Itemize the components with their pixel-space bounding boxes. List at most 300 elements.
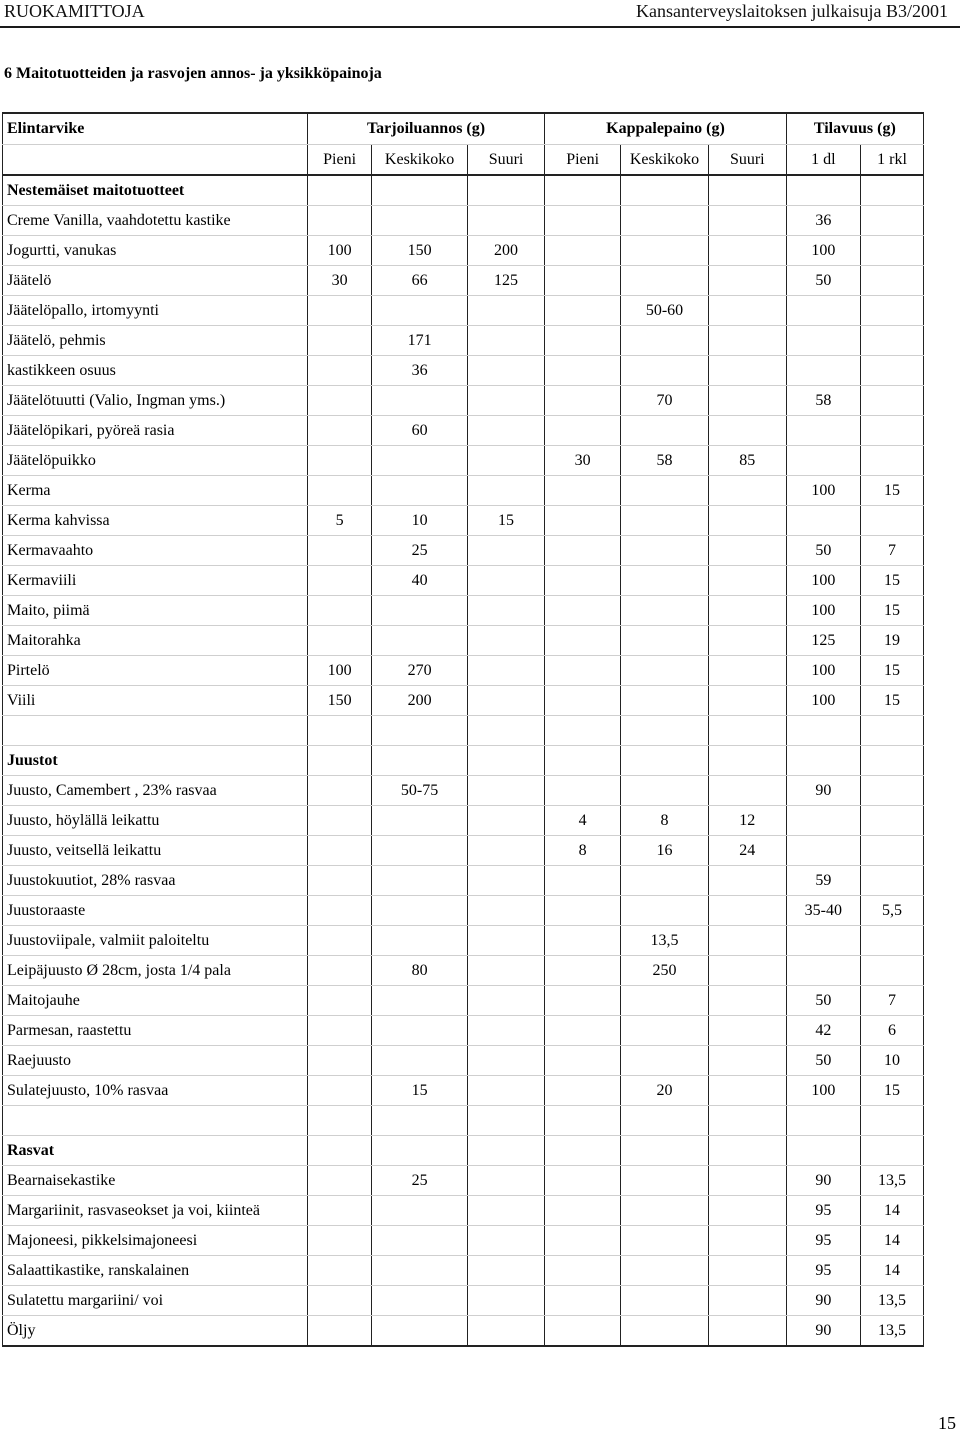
value-cell — [372, 446, 467, 476]
value-cell — [467, 656, 545, 686]
value-cell: 36 — [786, 206, 860, 236]
value-cell — [620, 566, 708, 596]
value-cell — [307, 386, 372, 416]
value-cell: 95 — [786, 1226, 860, 1256]
value-cell: 24 — [708, 836, 786, 866]
value-cell — [307, 1016, 372, 1046]
value-cell — [620, 326, 708, 356]
value-cell — [545, 506, 621, 536]
value-cell — [708, 1046, 786, 1076]
value-cell — [372, 476, 467, 506]
value-cell: 95 — [786, 1256, 860, 1286]
value-cell — [786, 746, 860, 776]
value-cell — [786, 1136, 860, 1166]
table-row — [3, 1136, 924, 1166]
table-row — [3, 1166, 924, 1196]
value-cell — [708, 476, 786, 506]
value-cell: 50-60 — [620, 296, 708, 326]
value-cell — [620, 596, 708, 626]
table-row — [3, 236, 924, 266]
value-cell — [307, 1136, 372, 1166]
item-name: Sulatettu margariini/ voi — [3, 1286, 308, 1316]
value-cell: 13,5 — [861, 1316, 924, 1347]
item-name: Viili — [3, 686, 308, 716]
value-cell: 50 — [786, 266, 860, 296]
value-cell — [708, 1166, 786, 1196]
value-cell: 8 — [545, 836, 621, 866]
value-cell: 200 — [372, 686, 467, 716]
value-cell — [467, 1226, 545, 1256]
value-cell — [861, 266, 924, 296]
value-cell — [307, 296, 372, 326]
value-cell — [708, 206, 786, 236]
value-cell: 50-75 — [372, 776, 467, 806]
value-cell — [307, 206, 372, 236]
value-cell — [545, 986, 621, 1016]
item-name: Kermaviili — [3, 566, 308, 596]
value-cell: 40 — [372, 566, 467, 596]
subheader-unit-large: Suuri — [708, 145, 786, 176]
value-cell — [708, 266, 786, 296]
table-row — [3, 446, 924, 476]
value-cell — [307, 806, 372, 836]
table-row — [3, 536, 924, 566]
value-cell — [545, 1136, 621, 1166]
value-cell: 100 — [786, 596, 860, 626]
value-cell: 70 — [620, 386, 708, 416]
value-cell — [708, 656, 786, 686]
value-cell — [861, 716, 924, 746]
value-cell — [620, 175, 708, 206]
table-row — [3, 175, 924, 206]
value-cell: 125 — [467, 266, 545, 296]
value-cell — [620, 236, 708, 266]
item-name — [3, 1106, 308, 1136]
value-cell: 15 — [861, 686, 924, 716]
value-cell — [545, 656, 621, 686]
value-cell — [467, 926, 545, 956]
item-name: Kerma kahvissa — [3, 506, 308, 536]
value-cell — [372, 626, 467, 656]
item-name: Parmesan, raastettu — [3, 1016, 308, 1046]
value-cell — [307, 956, 372, 986]
table-row — [3, 1046, 924, 1076]
item-name: Raejuusto — [3, 1046, 308, 1076]
table-row — [3, 326, 924, 356]
value-cell — [545, 236, 621, 266]
value-cell — [620, 776, 708, 806]
value-cell — [467, 446, 545, 476]
value-cell — [545, 206, 621, 236]
value-cell: 5,5 — [861, 896, 924, 926]
value-cell: 58 — [620, 446, 708, 476]
table-row — [3, 596, 924, 626]
value-cell — [708, 956, 786, 986]
item-name: Salaattikastike, ranskalainen — [3, 1256, 308, 1286]
value-cell — [372, 926, 467, 956]
value-cell — [307, 1316, 372, 1347]
item-name: Jäätelö, pehmis — [3, 326, 308, 356]
value-cell — [861, 175, 924, 206]
item-name: Juusto, höylällä leikattu — [3, 806, 308, 836]
table-row — [3, 296, 924, 326]
value-cell — [372, 986, 467, 1016]
value-cell — [372, 866, 467, 896]
table-row — [3, 266, 924, 296]
value-cell — [372, 296, 467, 326]
value-cell — [467, 566, 545, 596]
value-cell — [545, 866, 621, 896]
table-row — [3, 566, 924, 596]
table-row — [3, 1226, 924, 1256]
value-cell: 15 — [861, 1076, 924, 1106]
value-cell — [708, 386, 786, 416]
value-cell: 100 — [307, 656, 372, 686]
page-header — [0, 0, 960, 28]
value-cell: 125 — [786, 626, 860, 656]
value-cell — [861, 446, 924, 476]
item-name: kastikkeen osuus — [3, 356, 308, 386]
value-cell — [861, 206, 924, 236]
value-cell — [545, 326, 621, 356]
item-name: Juustokuutiot, 28% rasvaa — [3, 866, 308, 896]
value-cell: 50 — [786, 1046, 860, 1076]
table-row — [3, 386, 924, 416]
subheader-serving-large: Suuri — [467, 145, 545, 176]
table-group-header-row — [3, 113, 924, 145]
value-cell — [708, 686, 786, 716]
value-cell — [307, 1046, 372, 1076]
value-cell — [786, 836, 860, 866]
value-cell: 66 — [372, 266, 467, 296]
subheader-serving-medium: Keskikoko — [372, 145, 467, 176]
value-cell: 171 — [372, 326, 467, 356]
header-publication: Kansanterveyslaitoksen julkaisuja B3/2001 — [636, 1, 948, 21]
value-cell — [467, 1316, 545, 1347]
value-cell: 90 — [786, 1166, 860, 1196]
item-name: Juusto, Camembert , 23% rasvaa — [3, 776, 308, 806]
header-item: Elintarvike — [3, 113, 308, 145]
value-cell — [545, 896, 621, 926]
value-cell — [861, 776, 924, 806]
value-cell: 16 — [620, 836, 708, 866]
value-cell: 80 — [372, 956, 467, 986]
value-cell — [620, 1256, 708, 1286]
value-cell — [467, 1286, 545, 1316]
value-cell: 13,5 — [861, 1286, 924, 1316]
item-name: Kermavaahto — [3, 536, 308, 566]
table-row — [3, 896, 924, 926]
value-cell: 15 — [861, 476, 924, 506]
value-cell — [620, 1286, 708, 1316]
value-cell — [786, 175, 860, 206]
value-cell — [620, 1166, 708, 1196]
value-cell: 19 — [861, 626, 924, 656]
table-row — [3, 776, 924, 806]
value-cell: 36 — [372, 356, 467, 386]
value-cell — [467, 626, 545, 656]
value-cell — [620, 1016, 708, 1046]
value-cell — [708, 626, 786, 656]
table-row — [3, 1076, 924, 1106]
value-cell — [545, 596, 621, 626]
table-row — [3, 356, 924, 386]
value-cell: 30 — [545, 446, 621, 476]
value-cell — [708, 716, 786, 746]
page-number: 15 — [938, 1413, 956, 1433]
value-cell — [307, 926, 372, 956]
value-cell: 14 — [861, 1226, 924, 1256]
value-cell — [545, 1046, 621, 1076]
value-cell — [708, 175, 786, 206]
table-row — [3, 716, 924, 746]
value-cell — [372, 206, 467, 236]
value-cell — [708, 416, 786, 446]
value-cell: 50 — [786, 536, 860, 566]
table-row — [3, 476, 924, 506]
value-cell — [372, 1256, 467, 1286]
table-row — [3, 1196, 924, 1226]
value-cell: 150 — [372, 236, 467, 266]
value-cell — [372, 1196, 467, 1226]
value-cell — [307, 446, 372, 476]
value-cell — [620, 626, 708, 656]
value-cell — [467, 1106, 545, 1136]
item-name: Jäätelötuutti (Valio, Ingman yms.) — [3, 386, 308, 416]
value-cell: 270 — [372, 656, 467, 686]
value-cell — [861, 1136, 924, 1166]
value-cell — [861, 506, 924, 536]
table-row — [3, 206, 924, 236]
value-cell — [708, 326, 786, 356]
value-cell — [307, 596, 372, 626]
value-cell — [372, 1106, 467, 1136]
value-cell — [620, 1196, 708, 1226]
table-row — [3, 1016, 924, 1046]
value-cell — [467, 1136, 545, 1166]
value-cell — [708, 896, 786, 926]
table-row — [3, 1316, 924, 1347]
subheader-unit-small: Pieni — [545, 145, 621, 176]
value-cell — [708, 1136, 786, 1166]
table-row — [3, 956, 924, 986]
value-cell — [786, 956, 860, 986]
value-cell — [545, 1166, 621, 1196]
value-cell — [708, 1256, 786, 1286]
item-name: Juusto, veitsellä leikattu — [3, 836, 308, 866]
value-cell: 5 — [307, 506, 372, 536]
value-cell: 12 — [708, 806, 786, 836]
value-cell — [372, 1316, 467, 1347]
table-row — [3, 836, 924, 866]
value-cell — [620, 1316, 708, 1347]
value-cell — [545, 1076, 621, 1106]
value-cell — [861, 836, 924, 866]
value-cell: 100 — [307, 236, 372, 266]
value-cell: 7 — [861, 536, 924, 566]
value-cell — [307, 566, 372, 596]
value-cell — [545, 926, 621, 956]
value-cell — [372, 746, 467, 776]
value-cell — [786, 1106, 860, 1136]
header-blank — [3, 145, 308, 176]
value-cell — [861, 926, 924, 956]
value-cell — [708, 746, 786, 776]
item-name: Juustoraaste — [3, 896, 308, 926]
value-cell — [620, 356, 708, 386]
table-row — [3, 986, 924, 1016]
value-cell — [786, 926, 860, 956]
value-cell — [786, 446, 860, 476]
value-cell — [708, 356, 786, 386]
value-cell — [307, 1256, 372, 1286]
value-cell — [545, 716, 621, 746]
value-cell — [708, 1286, 786, 1316]
value-cell — [467, 746, 545, 776]
item-name: Jäätelö — [3, 266, 308, 296]
value-cell — [307, 326, 372, 356]
value-cell — [467, 956, 545, 986]
value-cell — [545, 566, 621, 596]
value-cell — [467, 776, 545, 806]
value-cell: 25 — [372, 536, 467, 566]
value-cell — [307, 536, 372, 566]
value-cell — [467, 896, 545, 926]
item-name: Sulatejuusto, 10% rasvaa — [3, 1076, 308, 1106]
value-cell — [545, 956, 621, 986]
table-row — [3, 1256, 924, 1286]
value-cell: 14 — [861, 1256, 924, 1286]
header-serving: Tarjoiluannos (g) — [307, 113, 545, 145]
table-row — [3, 806, 924, 836]
value-cell — [786, 806, 860, 836]
portion-weights-table — [2, 112, 924, 1347]
value-cell — [545, 1286, 621, 1316]
value-cell — [372, 386, 467, 416]
value-cell: 100 — [786, 566, 860, 596]
value-cell — [708, 506, 786, 536]
value-cell — [786, 506, 860, 536]
value-cell — [545, 1016, 621, 1046]
subheader-volume-tbsp: 1 rkl — [861, 145, 924, 176]
item-name: Margariinit, rasvaseokset ja voi, kiinteä — [3, 1196, 308, 1226]
value-cell: 100 — [786, 686, 860, 716]
value-cell — [545, 1226, 621, 1256]
value-cell — [620, 1226, 708, 1256]
value-cell — [708, 596, 786, 626]
value-cell — [545, 296, 621, 326]
value-cell — [708, 566, 786, 596]
value-cell — [545, 1196, 621, 1226]
value-cell — [620, 476, 708, 506]
value-cell — [467, 1256, 545, 1286]
value-cell — [545, 386, 621, 416]
subheader-volume-dl: 1 dl — [786, 145, 860, 176]
value-cell — [620, 656, 708, 686]
table-row — [3, 746, 924, 776]
value-cell — [708, 866, 786, 896]
value-cell: 100 — [786, 1076, 860, 1106]
value-cell — [467, 1166, 545, 1196]
subheader-unit-medium: Keskikoko — [620, 145, 708, 176]
value-cell — [620, 416, 708, 446]
value-cell — [708, 986, 786, 1016]
value-cell — [467, 326, 545, 356]
value-cell — [307, 1106, 372, 1136]
value-cell — [545, 536, 621, 566]
value-cell — [307, 626, 372, 656]
value-cell: 85 — [708, 446, 786, 476]
value-cell — [708, 296, 786, 326]
value-cell — [545, 776, 621, 806]
value-cell: 15 — [372, 1076, 467, 1106]
value-cell — [467, 1046, 545, 1076]
value-cell — [545, 266, 621, 296]
value-cell — [307, 986, 372, 1016]
value-cell: 15 — [861, 566, 924, 596]
value-cell — [467, 206, 545, 236]
value-cell — [307, 716, 372, 746]
value-cell — [467, 536, 545, 566]
value-cell — [372, 716, 467, 746]
value-cell — [861, 956, 924, 986]
value-cell — [372, 1226, 467, 1256]
value-cell — [620, 206, 708, 236]
value-cell — [372, 806, 467, 836]
item-name: Jäätelöpallo, irtomyynti — [3, 296, 308, 326]
value-cell: 50 — [786, 986, 860, 1016]
value-cell: 4 — [545, 806, 621, 836]
value-cell: 15 — [467, 506, 545, 536]
value-cell — [861, 326, 924, 356]
value-cell: 35-40 — [786, 896, 860, 926]
value-cell — [545, 626, 621, 656]
category-heading: Nestemäiset maitotuotteet — [3, 175, 308, 206]
value-cell — [545, 1256, 621, 1286]
value-cell — [708, 776, 786, 806]
value-cell — [545, 1316, 621, 1347]
value-cell — [307, 836, 372, 866]
value-cell — [620, 266, 708, 296]
value-cell — [545, 686, 621, 716]
value-cell: 13,5 — [620, 926, 708, 956]
value-cell — [545, 356, 621, 386]
value-cell: 100 — [786, 656, 860, 686]
value-cell: 95 — [786, 1196, 860, 1226]
value-cell — [545, 175, 621, 206]
value-cell: 6 — [861, 1016, 924, 1046]
value-cell — [620, 866, 708, 896]
table-row — [3, 926, 924, 956]
value-cell — [372, 836, 467, 866]
value-cell — [372, 1136, 467, 1166]
value-cell: 200 — [467, 236, 545, 266]
value-cell — [620, 1106, 708, 1136]
item-name: Jogurtti, vanukas — [3, 236, 308, 266]
value-cell — [307, 1196, 372, 1226]
value-cell — [620, 1136, 708, 1166]
item-name: Pirtelö — [3, 656, 308, 686]
value-cell: 90 — [786, 776, 860, 806]
value-cell — [372, 896, 467, 926]
value-cell: 7 — [861, 986, 924, 1016]
value-cell: 59 — [786, 866, 860, 896]
table-row — [3, 1106, 924, 1136]
value-cell — [467, 1196, 545, 1226]
value-cell: 14 — [861, 1196, 924, 1226]
value-cell — [620, 746, 708, 776]
value-cell — [307, 1076, 372, 1106]
